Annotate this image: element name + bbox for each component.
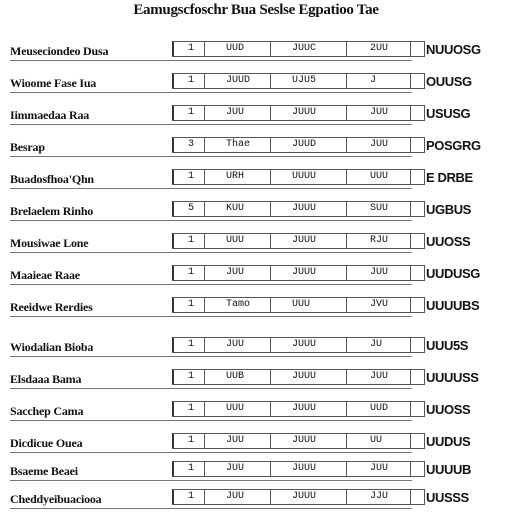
row-cell: 1 <box>188 75 195 86</box>
ledger-row <box>0 332 512 362</box>
row-label: Buadosfhoa'Qhn <box>10 172 94 186</box>
ledger-row <box>0 260 512 290</box>
row-value: UUOSS <box>426 234 471 249</box>
field-divider <box>204 74 205 88</box>
row-label: Besrap <box>10 140 45 154</box>
field-divider <box>346 106 347 120</box>
row-cell: JUUD <box>292 139 317 150</box>
row-cell: SUU <box>370 203 389 214</box>
row-cell: RJU <box>370 235 389 246</box>
field-divider <box>204 370 205 384</box>
row-cell: Thae <box>226 139 251 150</box>
ledger-row <box>0 364 512 394</box>
field-divider <box>346 138 347 152</box>
row-field <box>172 401 425 417</box>
row-field <box>172 105 425 121</box>
field-divider <box>204 42 205 56</box>
row-label: Maaieae Raae <box>10 268 80 282</box>
row-field <box>172 297 425 313</box>
row-value: POSGRG <box>426 138 481 153</box>
row-value: USUSG <box>426 106 471 121</box>
field-divider <box>204 266 205 280</box>
row-value: E DRBE <box>426 170 473 185</box>
field-divider <box>270 138 271 152</box>
row-field <box>172 489 425 505</box>
field-divider <box>410 202 411 216</box>
row-label: Meuseciondeo Dusa <box>10 44 109 58</box>
row-field <box>172 201 425 217</box>
row-cell: UUU <box>370 171 389 182</box>
row-field <box>172 41 425 57</box>
row-cell: JUU <box>226 435 245 446</box>
row-label: Wiodalian Bioba <box>10 340 94 354</box>
field-divider <box>346 462 347 476</box>
row-cell: UJU5 <box>292 75 317 86</box>
field-divider <box>410 434 411 448</box>
field-divider <box>410 106 411 120</box>
row-cell: URH <box>226 171 245 182</box>
row-label: Dicdicue Ouea <box>10 436 83 450</box>
row-cell: JUUU <box>292 403 317 414</box>
row-cell: 1 <box>188 235 195 246</box>
field-divider <box>204 462 205 476</box>
row-cell: 1 <box>188 371 195 382</box>
row-label: Elsdaaa Bama <box>10 372 82 386</box>
ledger-row <box>0 428 512 458</box>
row-cell: UUU <box>226 235 245 246</box>
row-rule <box>10 220 412 221</box>
row-cell: JJU <box>370 491 389 502</box>
ledger-row <box>0 228 512 258</box>
ledger-row <box>0 196 512 226</box>
field-divider <box>346 170 347 184</box>
row-cell: JUUU <box>292 435 317 446</box>
row-cell: JUUC <box>292 43 317 54</box>
field-divider <box>204 138 205 152</box>
row-cell: UUD <box>226 43 245 54</box>
row-cell: 1 <box>188 339 195 350</box>
row-cell: JUU <box>226 491 245 502</box>
row-cell: J <box>370 75 377 86</box>
ledger-row <box>0 68 512 98</box>
row-label: Cheddyeibuaciooa <box>10 492 102 506</box>
row-rule <box>10 156 412 157</box>
row-cell: 5 <box>188 203 195 214</box>
field-divider <box>410 74 411 88</box>
row-cell: JUU <box>370 463 389 474</box>
field-divider <box>346 434 347 448</box>
row-cell: JUU <box>226 339 245 350</box>
field-divider <box>270 402 271 416</box>
field-divider <box>270 298 271 312</box>
row-cell: JUUU <box>292 235 317 246</box>
row-cell: JUUU <box>292 267 317 278</box>
row-cell: UUD <box>370 403 389 414</box>
row-field <box>172 369 425 385</box>
row-rule <box>10 124 412 125</box>
row-cell: JUUU <box>292 371 317 382</box>
field-divider <box>204 434 205 448</box>
field-divider <box>270 338 271 352</box>
row-cell: 1 <box>188 463 195 474</box>
row-value: UUUUSS <box>426 370 479 385</box>
field-divider <box>204 338 205 352</box>
row-cell: 3 <box>188 139 195 150</box>
row-cell: JUU <box>370 267 389 278</box>
row-cell: JVU <box>370 299 389 310</box>
field-divider <box>410 402 411 416</box>
row-rule <box>10 388 412 389</box>
row-cell: UUUU <box>292 171 317 182</box>
row-value: OUUSG <box>426 74 472 89</box>
row-rule <box>10 480 412 481</box>
document-title: Eamugscfoschr Bua Seslse Egpatioo Tae <box>133 2 379 18</box>
row-rule <box>10 60 412 61</box>
ledger-row <box>0 456 512 486</box>
row-rule <box>10 188 412 189</box>
row-rule <box>10 420 412 421</box>
field-divider <box>346 42 347 56</box>
field-divider <box>410 138 411 152</box>
field-divider <box>270 202 271 216</box>
row-cell: 1 <box>188 403 195 414</box>
row-cell: UUU <box>292 299 311 310</box>
row-rule <box>10 316 412 317</box>
row-value: UUDUS <box>426 434 471 449</box>
row-cell: 1 <box>188 267 195 278</box>
field-divider <box>204 402 205 416</box>
row-field <box>172 73 425 89</box>
ledger-row <box>0 100 512 130</box>
field-divider <box>204 202 205 216</box>
row-field <box>172 337 425 353</box>
row-value: UUOSS <box>426 402 471 417</box>
row-cell: 1 <box>188 299 195 310</box>
field-divider <box>346 402 347 416</box>
row-rule <box>10 284 412 285</box>
row-field <box>172 433 425 449</box>
field-divider <box>346 370 347 384</box>
row-cell: JUUU <box>292 203 317 214</box>
row-cell: JUU <box>370 371 389 382</box>
row-field <box>172 233 425 249</box>
row-cell: KUU <box>226 203 245 214</box>
row-cell: 1 <box>188 107 195 118</box>
row-cell: UU <box>370 435 383 446</box>
row-cell: JUUU <box>292 107 317 118</box>
row-cell: 1 <box>188 43 195 54</box>
field-divider <box>270 234 271 248</box>
field-divider <box>204 106 205 120</box>
row-label: Iimmaedaa Raa <box>10 108 90 122</box>
row-rule <box>10 356 412 357</box>
row-cell: JUUD <box>226 75 251 86</box>
row-label: Brelaelem Rinho <box>10 204 94 218</box>
field-divider <box>204 298 205 312</box>
field-divider <box>270 74 271 88</box>
row-rule <box>10 92 412 93</box>
ledger-row <box>0 132 512 162</box>
row-value: NUUOSG <box>426 42 481 57</box>
field-divider <box>270 490 271 504</box>
row-label: Sacchep Cama <box>10 404 84 418</box>
field-divider <box>410 266 411 280</box>
field-divider <box>410 234 411 248</box>
ledger-row <box>0 36 512 66</box>
row-label: Reeidwe Rerdies <box>10 300 93 314</box>
field-divider <box>270 266 271 280</box>
row-cell: JUU <box>226 267 245 278</box>
row-value: UUU5S <box>426 338 469 353</box>
row-value: UGBUS <box>426 202 471 217</box>
field-divider <box>270 370 271 384</box>
row-label: Mousiwae Lone <box>10 236 89 250</box>
field-divider <box>410 298 411 312</box>
row-value: UUUUBS <box>426 298 480 313</box>
row-field <box>172 137 425 153</box>
row-cell: JUUU <box>292 491 317 502</box>
row-field <box>172 265 425 281</box>
row-cell: JUU <box>226 463 245 474</box>
row-cell: JUU <box>370 107 389 118</box>
ledger-row <box>0 396 512 426</box>
ledger-row <box>0 484 512 514</box>
field-divider <box>410 462 411 476</box>
field-divider <box>410 370 411 384</box>
row-value: UUDUSG <box>426 266 480 281</box>
field-divider <box>410 490 411 504</box>
row-cell: Tamo <box>226 299 251 310</box>
row-rule <box>10 452 412 453</box>
row-cell: JU <box>370 339 383 350</box>
row-cell: 1 <box>188 491 195 502</box>
field-divider <box>270 42 271 56</box>
field-divider <box>270 106 271 120</box>
ledger-row <box>0 164 512 194</box>
field-divider <box>204 234 205 248</box>
field-divider <box>270 462 271 476</box>
row-cell: UUU <box>226 403 245 414</box>
field-divider <box>410 42 411 56</box>
field-divider <box>410 170 411 184</box>
field-divider <box>204 490 205 504</box>
field-divider <box>346 490 347 504</box>
field-divider <box>204 170 205 184</box>
row-rule <box>10 508 412 509</box>
field-divider <box>270 434 271 448</box>
field-divider <box>346 338 347 352</box>
field-divider <box>346 298 347 312</box>
field-divider <box>270 170 271 184</box>
row-cell: 2UU <box>370 43 389 54</box>
field-divider <box>346 234 347 248</box>
field-divider <box>346 266 347 280</box>
field-divider <box>410 338 411 352</box>
row-cell: 1 <box>188 435 195 446</box>
ledger-row <box>0 292 512 322</box>
row-rule <box>10 252 412 253</box>
field-divider <box>346 74 347 88</box>
row-field <box>172 169 425 185</box>
row-cell: JUU <box>226 107 245 118</box>
row-value: UUSSS <box>426 490 469 505</box>
row-cell: 1 <box>188 171 195 182</box>
row-label: Wioome Fase Iua <box>10 76 97 90</box>
row-cell: UUB <box>226 371 245 382</box>
row-field <box>172 461 425 477</box>
row-cell: JUUU <box>292 463 317 474</box>
row-cell: JUU <box>370 139 389 150</box>
row-value: UUUUB <box>426 462 471 477</box>
field-divider <box>346 202 347 216</box>
row-cell: JUUU <box>292 339 317 350</box>
row-label: Bsaeme Beaei <box>10 464 78 478</box>
